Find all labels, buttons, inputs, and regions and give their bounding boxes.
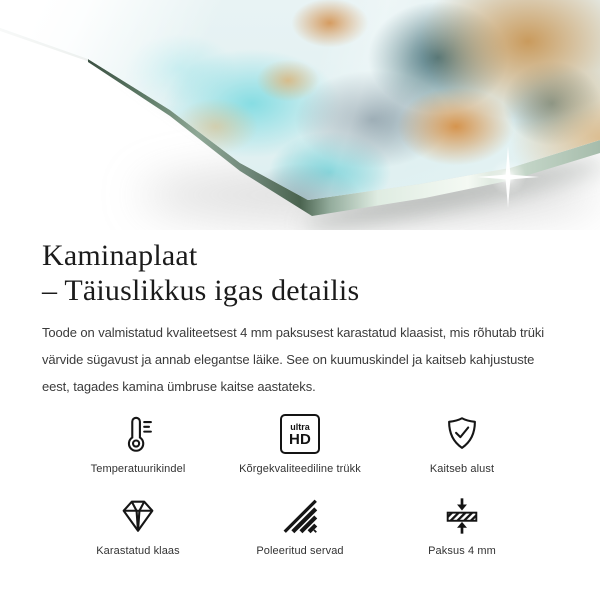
page-title-line1: Kaminaplaat — [42, 239, 198, 272]
feature-label: Temperatuurikindel — [90, 463, 186, 475]
polished-edges-icon — [279, 494, 321, 538]
ultra-hd-text-bottom: HD — [288, 430, 312, 448]
feature-label: Kaitseb alust — [429, 463, 495, 475]
feature-print-quality — [219, 412, 381, 475]
feature-label: Poleeritud servad — [256, 545, 344, 557]
feature-temperature — [57, 412, 219, 475]
sparkle-icon — [473, 142, 543, 212]
diamond-icon — [117, 494, 159, 538]
feature-label: Karastatud klaas — [96, 545, 180, 557]
shield-check-icon — [441, 412, 483, 456]
ultra-hd-text-top: ultra — [290, 421, 310, 432]
feature-base-protection — [381, 412, 543, 475]
thermometer-icon — [117, 412, 159, 456]
page-title-line2: – Täiuslikkus igas detailis — [42, 274, 360, 307]
feature-polished-edges — [219, 494, 381, 557]
ultra-hd-icon — [280, 412, 320, 456]
page-title — [42, 238, 558, 308]
feature-tempered-glass — [57, 494, 219, 557]
product-hero-image — [0, 0, 600, 230]
feature-thickness — [381, 494, 543, 557]
feature-label: Paksus 4 mm — [428, 545, 496, 557]
thickness-icon — [441, 494, 483, 538]
features-grid — [57, 412, 543, 557]
product-info-section — [0, 230, 600, 557]
product-description: Toode on valmistatud kvaliteetsest 4 mm paksusest karastatud klaasist, mis rõhutab trüki värvide sügavust ja annab elegantse läike. See on kuumuskindel ja kaitseb kahjustuste eest, tagades kamina ümbruse kaitse aastateks. — [42, 325, 545, 394]
feature-label: Kõrgekvaliteediline trükk — [239, 463, 361, 475]
